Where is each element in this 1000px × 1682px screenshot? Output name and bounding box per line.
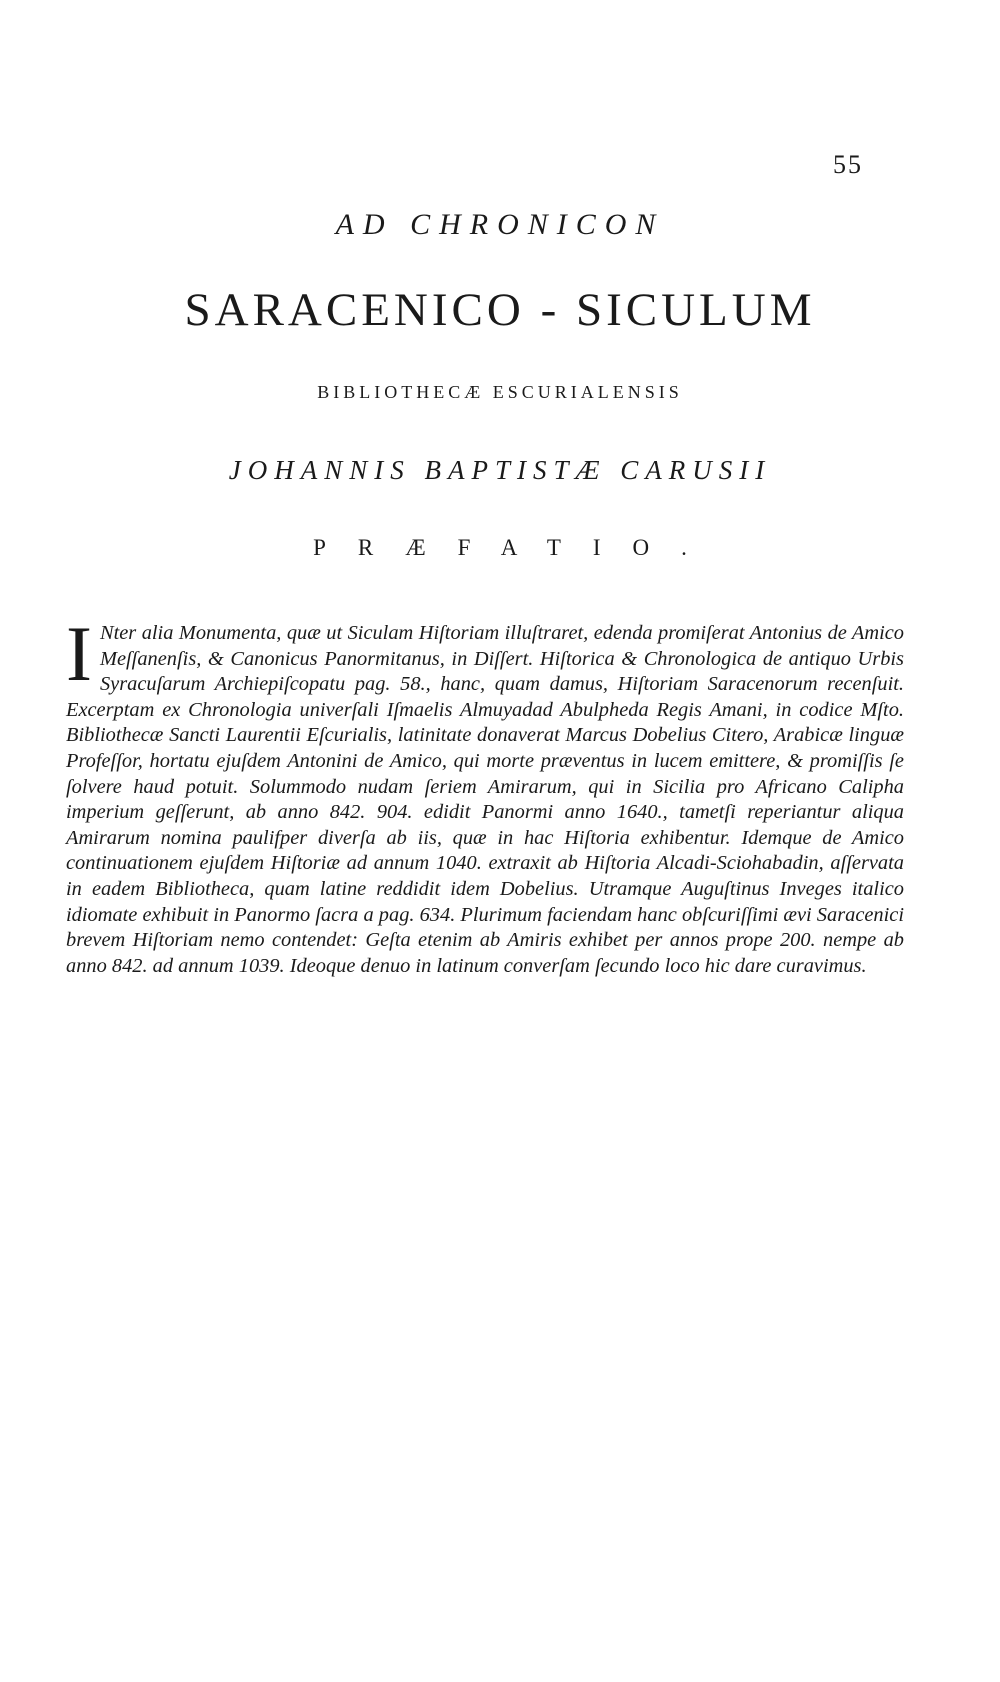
heading-praefatio: PRÆFATIO. bbox=[313, 535, 719, 560]
drop-cap: I bbox=[66, 610, 92, 697]
heading-main-title: SARACENICO - SICULUM bbox=[184, 284, 816, 336]
preface-paragraph bbox=[66, 610, 904, 979]
page-number: 55 bbox=[833, 150, 863, 179]
heading-library: BIBLIOTHECÆ ESCURIALENSIS bbox=[317, 382, 683, 402]
heading-author: JOHANNIS BAPTISTÆ CARUSII bbox=[228, 455, 772, 485]
preface-text: Nter alia Monumenta, quæ ut Siculam Hiſtoriam illuſtraret, edenda promiſerat Antonius de Amico Meſſanenſis, & Canonicus Panormitanus, in Diſſert. Hiſtorica & Chronologica de antiquo Urbis Syracuſarum Archiepiſcopatu pag. 58., hanc, quam damus, Hiſtoriam Saracenorum recenſuit. Excerptam ex Chronologia univerſali Iſmaelis Almuyadad Abulpheda Regis Amani, in codice Mſto. Bibliothecæ Sancti Laurentii Eſcurialis, latinitate donaverat Marcus Dobelius Citero, Arabicæ linguæ Profeſſor, hortatu ejuſdem Antonini de Amico, qui morte præventus in lucem emittere, & promiſſis ſe ſolvere haud potuit. Solummodo nudam ſeriem Amirarum, qui in Sicilia pro Africano Calipha imperium geſſerunt, ab anno 842. 904. edidit Panormi anno 1640., tametſi reperiantur aliqua Amirarum nomina paulifper diverſa ab iis, quæ in hac Hiſtoria exhibentur. Idemque de Amico continuationem ejuſdem Hiſtoriæ ad annum 1040. extraxit ab Hiſtoria Alcadi-Sciohabadin, aſſervata in eadem Bibliotheca, quam latine reddidit idem Dobelius. Utramque Auguſtinus Inveges italico idiomate exhibuit in Panormo ſacra a pag. 634. Plurimum faciendam hanc obſcuriſſimi ævi Saracenici brevem Hiſtoriam nemo contendet: Geſta etenim ab Amiris exhibet per annos prope 200. nempe ab anno 842. ad annum 1039. Ideoque denuo in latinum converſam ſecundo loco hic dare curavimus. bbox=[66, 622, 904, 977]
heading-ad-chronicon: AD CHRONICON bbox=[335, 208, 665, 241]
preface-body bbox=[66, 610, 904, 979]
